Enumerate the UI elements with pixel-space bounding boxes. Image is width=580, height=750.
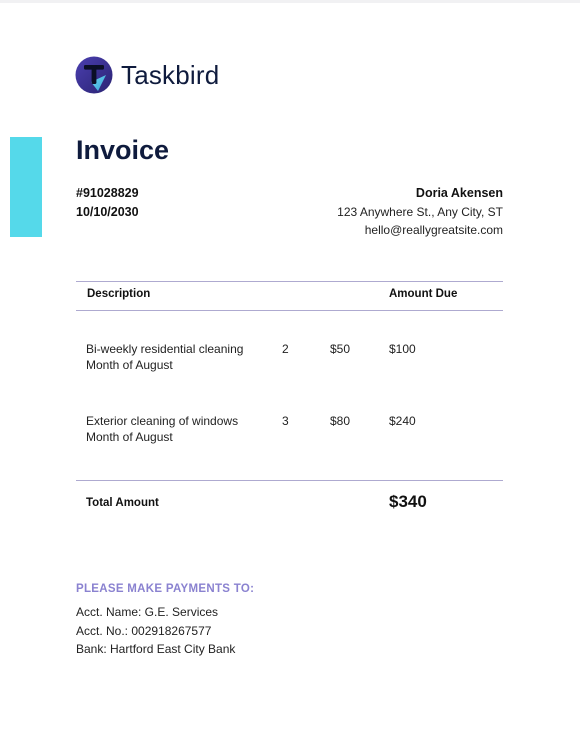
top-edge-shade [0, 0, 580, 3]
total-value: $340 [389, 492, 427, 511]
client-details [337, 184, 503, 240]
total-label: Total Amount [86, 497, 159, 509]
invoice-date: 10/10/2030 [76, 205, 139, 219]
row-rate: $50 [330, 342, 351, 356]
payment-heading: PLEASE MAKE PAYMENTS TO: [76, 583, 255, 595]
table-bottom-divider [76, 480, 503, 481]
row-description: Exterior cleaning of windows Month of August [86, 414, 239, 444]
payment-details [76, 603, 235, 659]
row-amount: $100 [389, 342, 416, 356]
header-amount-due: Amount Due [389, 288, 458, 300]
brand-logo [75, 55, 219, 95]
payment-account-name: Acct. Name: G.E. Services [76, 605, 219, 619]
invoice-number: #91028829 [76, 186, 139, 200]
page-title: Invoice [76, 135, 170, 165]
row-quantity: 2 [282, 342, 289, 356]
table-top-divider [76, 281, 503, 282]
client-email: hello@reallygreatsite.com [364, 223, 503, 237]
client-name: Doria Akensen [415, 186, 503, 200]
row-quantity: 3 [282, 414, 289, 428]
header-description: Description [87, 288, 151, 300]
client-address: 123 Anywhere St., Any City, ST [337, 204, 503, 219]
brand-name: Taskbird [121, 60, 220, 90]
row-amount: $240 [389, 414, 416, 428]
accent-bar [10, 137, 42, 237]
row-rate: $80 [330, 414, 351, 428]
payment-account-number: Acct. No.: 002918267577 [76, 623, 212, 638]
row-description: Bi-weekly residential cleaning Month of August [86, 342, 244, 372]
invoice-meta [76, 184, 139, 222]
table-header-divider [76, 310, 503, 311]
taskbird-logo-icon [75, 56, 113, 94]
payment-bank: Bank: Hartford East City Bank [76, 642, 236, 656]
